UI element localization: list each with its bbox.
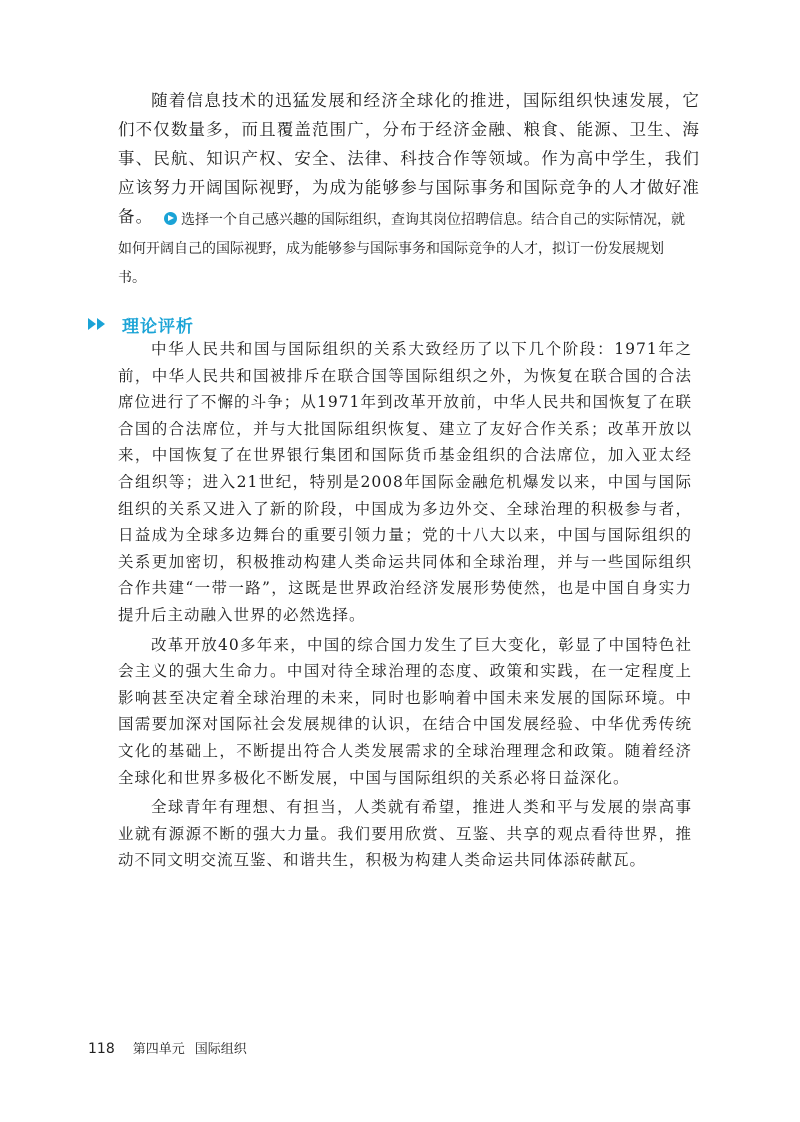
page-footer (88, 1038, 247, 1057)
section-heading (88, 311, 194, 337)
double-chevron-icon (88, 318, 106, 330)
unit-label: 第四单元 (132, 1042, 185, 1057)
activity-text: 选择一个自己感兴趣的国际组织，查询其岗位招聘信息。结合自己的实际情况，就如何开阔自己的国际视野，成为能够参与国际事务和国际竞争的人才，拟订一份发展规划书。 (118, 212, 685, 286)
page-number: 118 (88, 1041, 115, 1057)
intro-text: 随着信息技术的迅猛发展和经济全球化的推进，国际组织快速发展，它们不仅数量多，而且覆盖范围广，分布于经济金融、粮食、能源、卫生、海事、民航、知识产权、安全、法律、科技合作等领域。作为高中学生，我们应该努力开阔国际视野，为成为能够参与国际事务和国际竞争的人才做好准备。 (118, 91, 700, 226)
play-circle-icon (164, 212, 177, 225)
section-title: 理论评析 (122, 316, 194, 337)
chapter-label: 国际组织 (194, 1042, 247, 1057)
body-paragraph: 中华人民共和国与国际组织的关系大致经历了以下几个阶段：1971年之前，中华人民共和国被排斥在联合国等国际组织之外，为恢复在联合国的合法席位进行了不懈的斗争；从1971年到改革开放前，中华人民共和国恢复了在联合国的合法席位，并与大批国际组织恢复、建立了友好合作关系；改革开放以来，中国恢复了在世界银行集团和国际货币基金组织的合法席位，加入亚太经合组织等；进入21世纪，特别是2008年国际金融危机爆发以来，中国与国际组织的关系又进入了新的阶段，中国成为多边外交、全球治理的积极参与者，日益成为全球多边舞台的重要引领力量；党的十八大以来，中国与国际组织的关系更加密切，积极推动构建人类命运共同体和全球治理，并与一些国际组织合作共建“一带一路”，这既是世界政治经济发展形势使然，也是中国自身实力提升后主动融入世界的必然选择。 (118, 340, 692, 624)
body-paragraph: 改革开放40多年来，中国的综合国力发生了巨大变化，彰显了中国特色社会主义的强大生命力。中国对待全球治理的态度、政策和实践，在一定程度上影响甚至决定着全球治理的未来，同时也影响着中国未来发展的国际环境。中国需要加深对国际社会发展规律的认识，在结合中国发展经验、中华优秀传统文化的基础上，不断提出符合人类发展需求的全球治理理念和政策。随着经济全球化和世界多极化不断发展，中国与国际组织的关系必将日益深化。 (118, 635, 692, 787)
analysis-body (118, 336, 692, 877)
activity-box (118, 206, 688, 293)
body-paragraph: 全球青年有理想、有担当，人类就有希望，推进人类和平与发展的崇高事业就有源源不断的强大力量。我们要用欣赏、互鉴、共享的观点看待世界，推动不同文明交流互鉴、和谐共生，积极为构建人类命运共同体添砖献瓦。 (118, 798, 692, 870)
